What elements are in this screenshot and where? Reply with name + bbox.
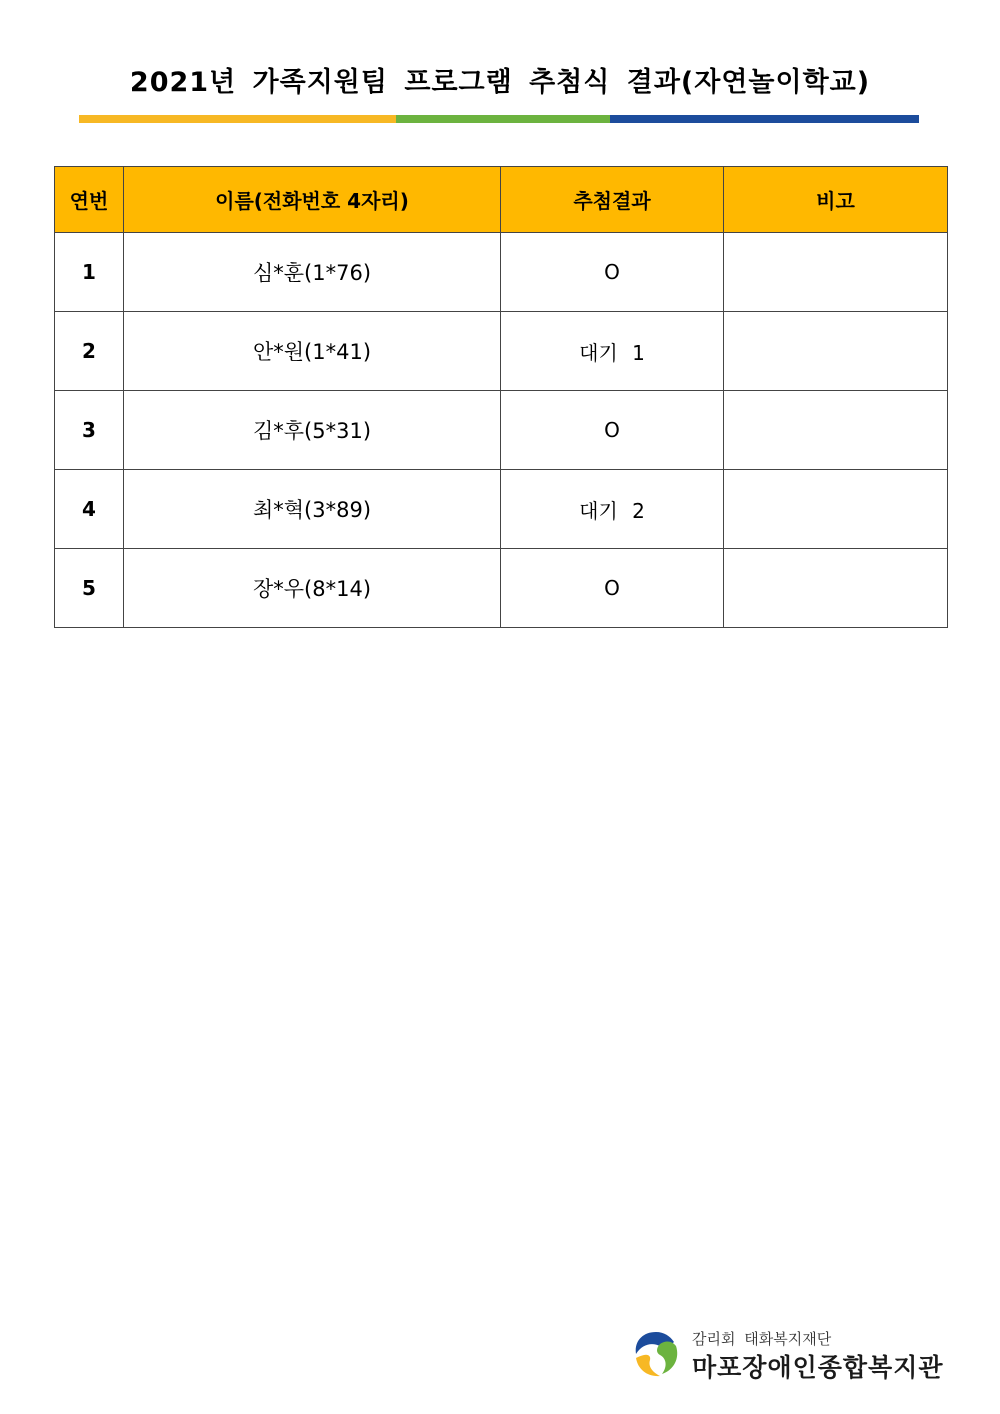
row-no: 2 <box>55 312 124 391</box>
table-row <box>55 470 948 549</box>
row-name: 안*원(1*41) <box>124 312 501 391</box>
row-no: 5 <box>55 549 124 628</box>
row-result: O <box>501 391 724 470</box>
row-name: 김*후(5*31) <box>124 391 501 470</box>
header-name: 이름(전화번호 4자리) <box>124 167 501 233</box>
row-no: 4 <box>55 470 124 549</box>
row-no: 1 <box>55 233 124 312</box>
organization-name: 마포장애인종합복지관 <box>692 1353 944 1382</box>
table-row <box>55 233 948 312</box>
title-rule-yellow <box>79 115 396 123</box>
swirl-logo-icon <box>630 1328 682 1380</box>
row-result: O <box>501 549 724 628</box>
row-name: 심*훈(1*76) <box>124 233 501 312</box>
table-row <box>55 312 948 391</box>
organization-parent: 감리회 태화복지재단 <box>692 1330 832 1348</box>
table-row <box>55 549 948 628</box>
row-result: 대기 1 <box>501 312 724 391</box>
header-no: 연번 <box>55 167 124 233</box>
header-result: 추첨결과 <box>501 167 724 233</box>
row-result: O <box>501 233 724 312</box>
row-no: 3 <box>55 391 124 470</box>
title-rule-green <box>396 115 610 123</box>
row-note <box>724 312 948 391</box>
row-note <box>724 233 948 312</box>
row-name: 최*혁(3*89) <box>124 470 501 549</box>
row-result: 대기 2 <box>501 470 724 549</box>
row-note <box>724 470 948 549</box>
organization-logo <box>630 1326 960 1382</box>
document-title: 2021년 가족지원팀 프로그램 추첨식 결과(자연놀이학교) <box>129 67 871 98</box>
table-row <box>55 391 948 470</box>
row-name: 장*우(8*14) <box>124 549 501 628</box>
row-note <box>724 549 948 628</box>
header-note: 비고 <box>724 167 948 233</box>
title-rule-blue <box>610 115 919 123</box>
row-note <box>724 391 948 470</box>
results-table <box>54 166 948 628</box>
table-header-row <box>55 167 948 233</box>
